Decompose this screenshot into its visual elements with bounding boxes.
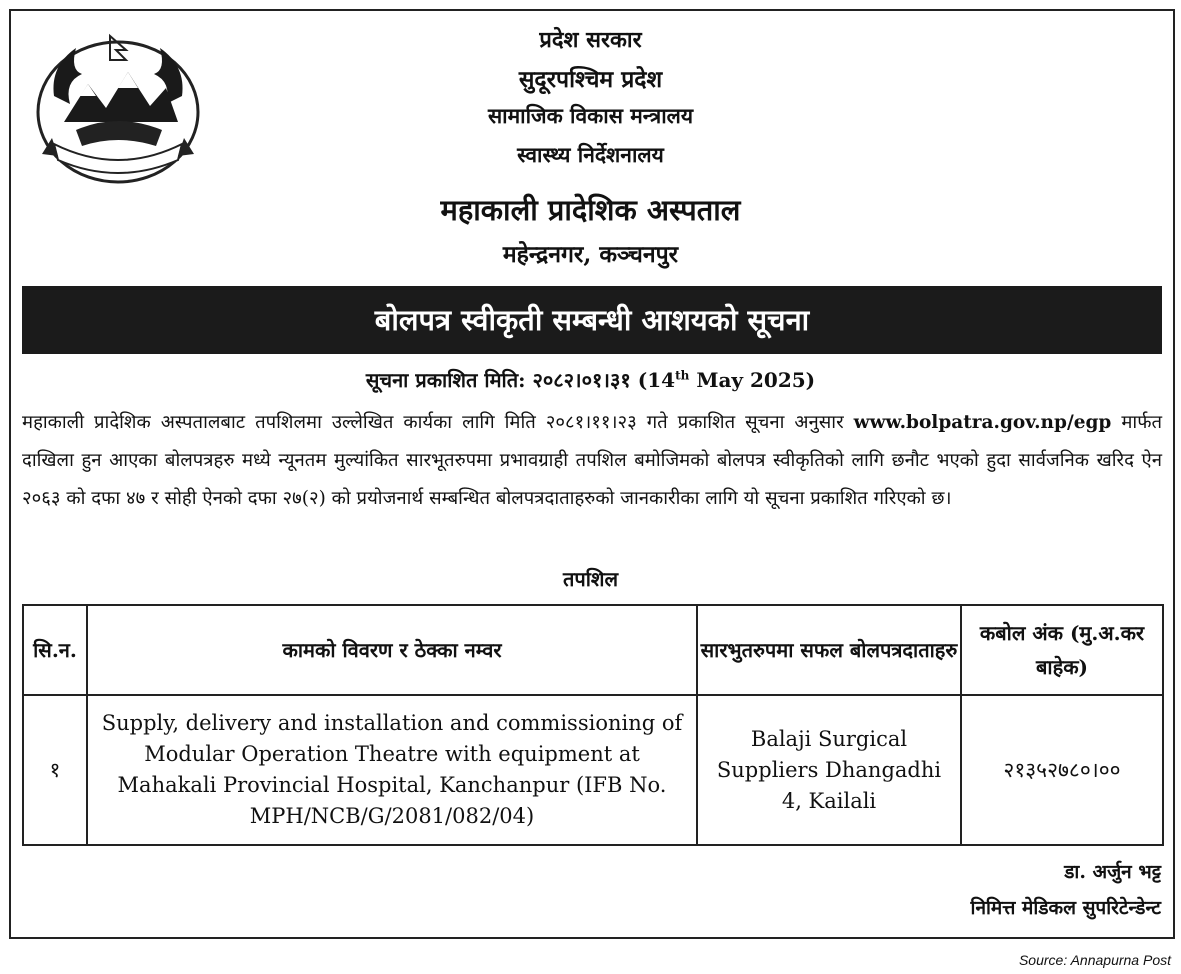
- publication-date: [0, 366, 1181, 393]
- publication-date-tail: May 2025): [689, 368, 816, 392]
- source-credit: Source: Annapurna Post: [1018, 952, 1171, 968]
- cell-description: Supply, delivery and installation and commissioning of Modular Operation Theatre with equipment at Mahakali Provincial Hospital, Kanchanpur (IFB No. MPH/NCB/G/2081/082/04): [87, 695, 697, 845]
- header-province-name: सुदूरपश्चिम प्रदेश: [518, 66, 663, 93]
- header-hospital-name: महाकाली प्रादेशिक अस्पताल: [440, 193, 741, 227]
- col-header-description: कामको विवरण र ठेक्का नम्वर: [87, 605, 697, 695]
- signatory-name: डा. अर्जुन भट्ट: [1064, 861, 1161, 883]
- notice-title: बोलपत्र स्वीकृती सम्बन्धी आशयको सूचना: [374, 303, 810, 337]
- table-header-row: [23, 605, 1163, 695]
- notice-body-part2: मार्फत दाखिला हुन आएका बोलपत्रहरु मध्ये न्यूनतम मुल्यांकित सारभूतरुपमा प्रभावग्राही तपशिल बमोजिमको बोलपत्र स्वीकृतिको लागि छनौट भएको हुदा सार्वजनिक खरिद ऐन २०६३ को दफा ४७ र सोही ऐनको दफा २७(२) को प्रयोजनार्थ सम्बन्धित बोलपत्रदाताहरुको जानकारीका लागि यो सूचना प्रकाशित गरिएको छ।: [22, 412, 1163, 509]
- bid-schedule-table: [22, 604, 1164, 846]
- col-header-amount: कबोल अंक (मु.अ.कर बाहेक): [961, 605, 1163, 695]
- header-directorate: स्वास्थ्य निर्देशनालय: [517, 142, 664, 167]
- col-header-serial: सि.न.: [23, 605, 87, 695]
- col-header-bidder: सारभुतरुपमा सफल बोलपत्रदाताहरु: [697, 605, 961, 695]
- table-row: [23, 695, 1163, 845]
- header-address: महेन्द्रनगर, कञ्चनपुर: [502, 241, 679, 268]
- publication-date-sup: th: [675, 368, 690, 383]
- notice-body: [22, 404, 1162, 518]
- cell-bidder: Balaji Surgical Suppliers Dhangadhi 4, Kailali: [697, 695, 961, 845]
- cell-serial: १: [23, 695, 87, 845]
- notice-title-banner: [22, 286, 1162, 354]
- notice-body-part1: महाकाली प्रादेशिक अस्पतालबाट तपशिलमा उल्लेखित कार्यका लागि मिति २०८१।११।२३ गते प्रकाशित सूचना अनुसार: [22, 412, 854, 433]
- publication-date-label: सूचना प्रकाशित मिति: २०८२।०१।३१ (14: [365, 368, 676, 392]
- schedule-title: तपशिल: [562, 567, 619, 591]
- signatory-title: निमित्त मेडिकल सुपरिटेन्डेन्ट: [970, 897, 1161, 919]
- cell-amount: २१३५२७८०।००: [961, 695, 1163, 845]
- header-province-government: प्रदेश सरकार: [539, 27, 642, 53]
- egp-portal-link[interactable]: www.bolpatra.gov.np/egp: [853, 412, 1112, 433]
- header-ministry: सामाजिक विकास मन्त्रालय: [487, 103, 694, 128]
